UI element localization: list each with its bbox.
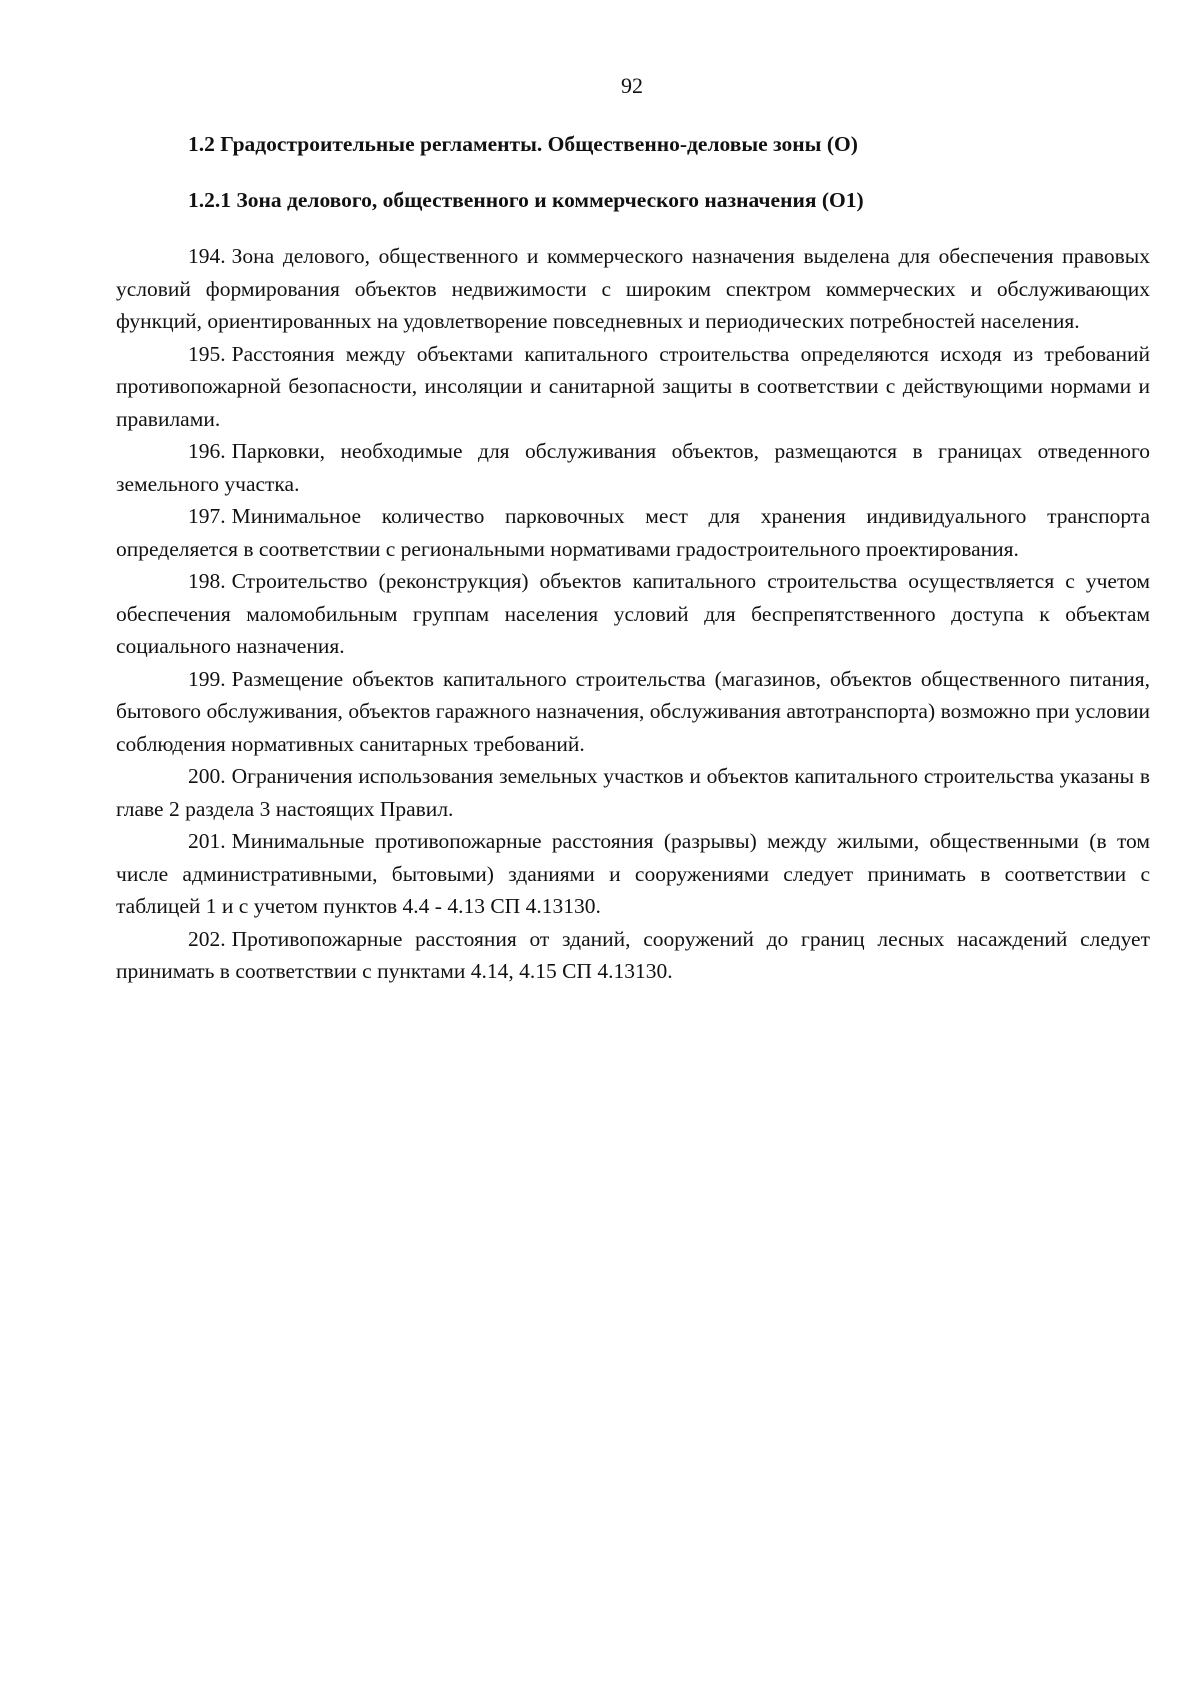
paragraph-text: Расстояния между объектами капитального строительства определяются исходя из требований противопожарной безопасности, инсоляции и санитарной защиты в соответствии с действующими нормами и правилами. xyxy=(116,341,1150,431)
paragraph-text: Противопожарные расстояния от зданий, сооружений до границ лесных насаждений следует принимать в соответствии с пунктами 4.14, 4.15 СП 4.13130. xyxy=(116,926,1150,983)
paragraph-number: 202. xyxy=(188,926,226,951)
paragraph-200 xyxy=(116,760,1150,825)
page-number: 92 xyxy=(621,73,643,98)
paragraph-text: Парковки, необходимые для обслуживания объектов, размещаются в границах отведенного земельного участка. xyxy=(116,439,1150,496)
paragraph-199 xyxy=(116,663,1150,761)
paragraph-number: 200. xyxy=(188,764,226,788)
paragraph-number: 198. xyxy=(188,569,226,593)
paragraph-number: 199. xyxy=(188,666,226,691)
paragraph-text: Зона делового, общественного и коммерческого назначения выделена для обеспечения правовых условий формирования объектов недвижимости с широким спектром коммерческих и обслуживающих функций, ориентированных на удовлетворение повседневных и периодических потребностей населения. xyxy=(116,244,1150,333)
subsection-heading: 1.2.1 Зона делового, общественного и коммерческого назначения (О1) xyxy=(188,188,864,212)
paragraph-number: 197. xyxy=(188,504,226,528)
paragraph-195 xyxy=(116,338,1150,436)
paragraph-196 xyxy=(116,435,1150,500)
paragraph-198 xyxy=(116,565,1150,663)
paragraph-text: Ограничения использования земельных участков и объектов капитального строительства указаны в главе 2 раздела 3 настоящих Правил. xyxy=(116,764,1150,821)
paragraph-number: 194. xyxy=(188,244,226,268)
section-heading: 1.2 Градостроительные регламенты. Общественно-деловые зоны (О) xyxy=(188,132,858,156)
body-text xyxy=(116,240,1150,988)
paragraph-text: Размещение объектов капитального строительства (магазинов, объектов общественного питания, бытового обслуживания, объектов гаражного назначения, обслуживания автотранспорта) возможно при условии соблюдения нормативных санитарных требований. xyxy=(116,666,1150,756)
paragraph-197 xyxy=(116,500,1150,565)
paragraph-number: 195. xyxy=(188,341,226,366)
paragraph-number: 201. xyxy=(188,829,226,853)
paragraph-202 xyxy=(116,923,1150,988)
paragraph-text: Минимальное количество парковочных мест для хранения индивидуального транспорта определяется в соответствии с региональными нормативами градостроительного проектирования. xyxy=(116,504,1150,561)
paragraph-text: Минимальные противопожарные расстояния (разрывы) между жилыми, общественными (в том числе административными, бытовыми) зданиями и сооружениями следует принимать в соответствии с таблицей 1 и с учетом пунктов 4.4 - 4.13 СП 4.13130. xyxy=(116,829,1150,918)
paragraph-number: 196. xyxy=(188,439,226,463)
paragraph-194 xyxy=(116,240,1150,338)
paragraph-201 xyxy=(116,825,1150,923)
paragraph-text: Строительство (реконструкция) объектов капитального строительства осуществляется с учетом обеспечения маломобильным группам населения условий для беспрепятственного доступа к объектам социального назначения. xyxy=(116,569,1150,658)
